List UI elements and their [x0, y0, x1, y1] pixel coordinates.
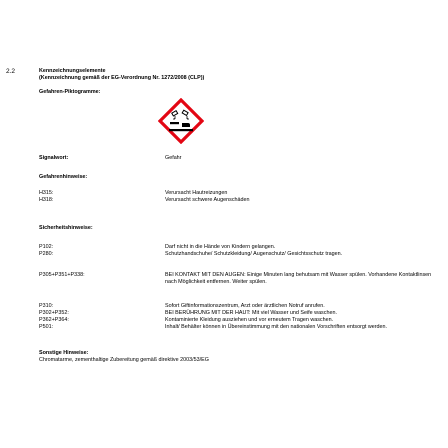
signal-word-value: Gefahr	[165, 155, 182, 161]
precautionary-code: P280:	[39, 251, 54, 257]
precautionary-code: P362+P364:	[39, 317, 69, 323]
precautionary-text: Inhalt/ Behälter können in Übereinstimmung mit den nationalen Vorschriften entsorgt werden.	[165, 324, 388, 330]
precautionary-text: BEI BERÜHRUNG MIT DER HAUT: Mit viel Wasser und Seife waschen.	[165, 310, 337, 316]
precautionary-statement-row	[39, 244, 434, 251]
section-number: 2.2	[6, 68, 16, 75]
other-notes-heading: Sonstige Hinweise:	[39, 350, 89, 356]
precautionary-statement-row	[39, 317, 434, 324]
precautionary-statement-row	[39, 310, 434, 317]
precautionary-code: P102:	[39, 244, 54, 250]
precautionary-statement-row	[39, 272, 434, 285]
precautionary-statements-heading: Sicherheitshinweise:	[39, 225, 93, 231]
precautionary-text: Darf nicht in die Hände von Kindern gelangen.	[165, 244, 276, 250]
corrosion-icon	[158, 98, 204, 144]
pictograms-heading: Gefahren-Piktogramme:	[39, 89, 101, 95]
precautionary-text: Kontaminierte Kleidung ausziehen und vor erneutem Tragen waschen.	[165, 317, 334, 323]
precautionary-text: Schutzhandschuhe/ Schutzkleidung/ Augenschutz/ Gesichtsschutz tragen.	[165, 251, 343, 257]
other-notes-text: Chromatarme, zementhaltige Zubereitung gemäß direktive 2003/53/EG	[39, 357, 209, 363]
hazard-statement-row	[39, 197, 434, 204]
precautionary-text: Sofort Giftinformationszentrum, Arzt oder ärztlichen Notruf anrufen.	[165, 303, 325, 309]
precautionary-code: P501:	[39, 324, 54, 330]
precautionary-code: P302+P352:	[39, 310, 69, 316]
precautionary-code: P310:	[39, 303, 54, 309]
hazard-statements-heading: Gefahrenhinweise:	[39, 174, 88, 180]
hazard-text: Verursacht Hautreizungen	[165, 190, 228, 196]
hazard-statement-row	[39, 190, 434, 197]
precautionary-statement-row	[39, 324, 434, 331]
signal-word-label: Signalwort:	[39, 155, 69, 161]
precautionary-text: BEI KONTAKT MIT DEN AUGEN: Einige Minuten lang behutsam mit Wasser spülen. Vorhandene Kontaktlinsen nach Möglichkeit entfernen. Weiter spülen.	[165, 272, 432, 285]
precautionary-statement-row	[39, 251, 434, 258]
precautionary-statement-row	[39, 303, 434, 310]
hazard-code: H318:	[39, 197, 54, 203]
section-title: Kennzeichnungselemente	[39, 68, 106, 74]
hazard-code: H315:	[39, 190, 54, 196]
hazard-text: Verursacht schwere Augenschäden	[165, 197, 250, 203]
precautionary-code: P305+P351+P338:	[39, 272, 85, 278]
section-subtitle: (Kennzeichnung gemäß der EG-Verordnung Nr. 1272/2008 (CLP))	[39, 75, 205, 81]
